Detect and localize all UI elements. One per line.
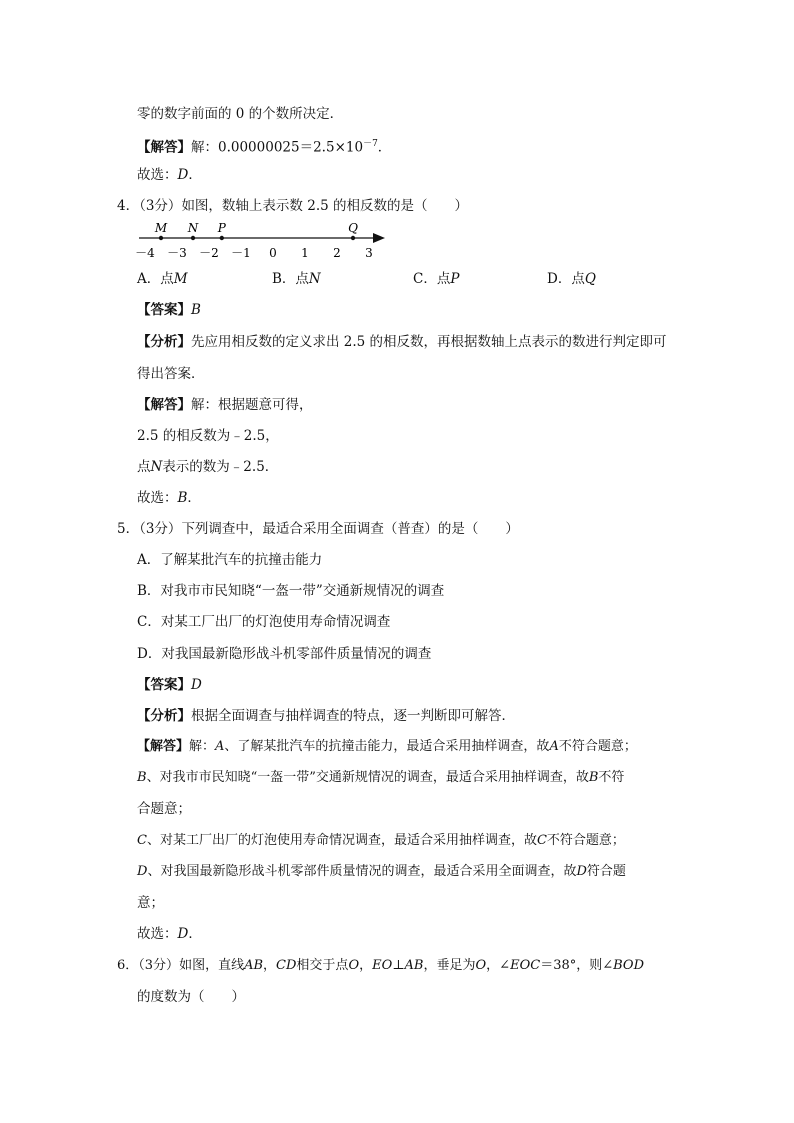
number-line-point bbox=[351, 236, 355, 240]
number-line-arrow bbox=[373, 233, 385, 243]
q4-answer: 【答案】B bbox=[137, 302, 201, 318]
q5-option-c: C．对某工厂出厂的灯泡使用寿命情况调查 bbox=[137, 614, 391, 630]
q5-stem: 5．（3分）下列调查中，最适合采用全面调查（普查）的是（ ） bbox=[117, 521, 519, 537]
q3-answer-line: 【解答】解：$0.00000025=2.5\times 10^{-7}$． bbox=[137, 139, 392, 156]
number-line-ticks bbox=[135, 246, 373, 260]
q6-stem-1: 6．（3分）如图，直线AB，CD相交于点O，EO⊥AB，垂足为O，∠EOC＝38°，则∠BOD bbox=[117, 958, 645, 973]
number-line-point bbox=[159, 236, 163, 240]
q5-analysis: 【分析】根据全面调查与抽样调查的特点，逐一判断即可解答． bbox=[137, 708, 515, 724]
number-line-tick-label: －3 bbox=[167, 246, 187, 260]
number-line-tick-label: 0 bbox=[269, 246, 277, 260]
number-line-tick-label: －4 bbox=[135, 246, 155, 260]
number-line-point-label: M bbox=[154, 221, 168, 235]
q5-solve-a: 【解答】解：A、了解某批汽车的抗撞击能力，最适合采用抽样调查，故A不符合题意； bbox=[137, 739, 637, 754]
q5-solve-d: D、对我国最新隐形战斗机零部件质量情况的调查，最适合采用全面调查，故D符合题 bbox=[137, 864, 626, 879]
q4-analysis-2: 得出答案． bbox=[137, 366, 205, 382]
q5-solve-d-cont: 意； bbox=[137, 895, 164, 911]
q5-answer: 【答案】D bbox=[137, 677, 202, 693]
q4-option-c: C．点P bbox=[413, 271, 460, 287]
q4-option-b: B．点N bbox=[272, 271, 321, 287]
q5-option-b: B．对我市市民知晓“一盔一带”交通新规情况的调查 bbox=[137, 583, 445, 599]
q4-choose: 故选：B． bbox=[137, 490, 201, 506]
q5-choose: 故选：D． bbox=[137, 926, 202, 942]
q4-solve-1: 【解答】解：根据题意可得， bbox=[137, 397, 313, 413]
q4-analysis-1: 【分析】先应用相反数的定义求出 2.5 的相反数，再根据数轴上点表示的数进行判定即可 bbox=[137, 334, 667, 350]
q3-choose-line: 故选：D． bbox=[137, 167, 202, 183]
q5-solve-c: C、对某工厂出厂的灯泡使用寿命情况调查，最适合采用抽样调查，故C不符合题意； bbox=[137, 833, 625, 848]
q5-option-a: A．了解某批汽车的抗撞击能力 bbox=[137, 552, 323, 568]
q4-solve-3: 点N表示的数为﹣2.5． bbox=[137, 459, 279, 475]
number-line-tick-label: －1 bbox=[231, 246, 251, 260]
q6-stem-2: 的度数为（ ） bbox=[137, 989, 245, 1005]
q5-solve-b: B、对我市市民知晓“一盔一带”交通新规情况的调查，最适合采用抽样调查，故B不符 bbox=[137, 770, 625, 785]
number-line-point-label: Q bbox=[348, 221, 358, 235]
q5-option-d: D．对我国最新隐形战斗机零部件质量情况的调查 bbox=[137, 646, 432, 662]
number-line-points bbox=[154, 221, 358, 240]
answer-tag: 【解答】 bbox=[137, 139, 191, 156]
number-line-tick-label: 1 bbox=[301, 246, 309, 260]
q3-tail-text: 零的数字前面的 0 的个数所决定． bbox=[137, 106, 344, 122]
number-line-point bbox=[220, 236, 224, 240]
number-line-figure bbox=[135, 218, 395, 262]
q5-solve-b-cont: 合题意； bbox=[137, 801, 191, 817]
q4-option-a: A．点M bbox=[137, 271, 188, 287]
number-line-tick-label: 2 bbox=[333, 246, 341, 260]
number-line-tick-label: 3 bbox=[365, 246, 373, 260]
q4-option-d: D．点Q bbox=[547, 271, 596, 287]
q4-stem: 4．（3分）如图，数轴上表示数 2.5 的相反数的是（ ） bbox=[117, 198, 468, 214]
number-line-tick-label: －2 bbox=[199, 246, 219, 260]
q4-solve-2: 2.5 的相反数为﹣2.5， bbox=[137, 428, 279, 444]
number-line-point-label: N bbox=[187, 221, 199, 235]
number-line-point bbox=[191, 236, 195, 240]
number-line-point-label: P bbox=[217, 221, 226, 235]
